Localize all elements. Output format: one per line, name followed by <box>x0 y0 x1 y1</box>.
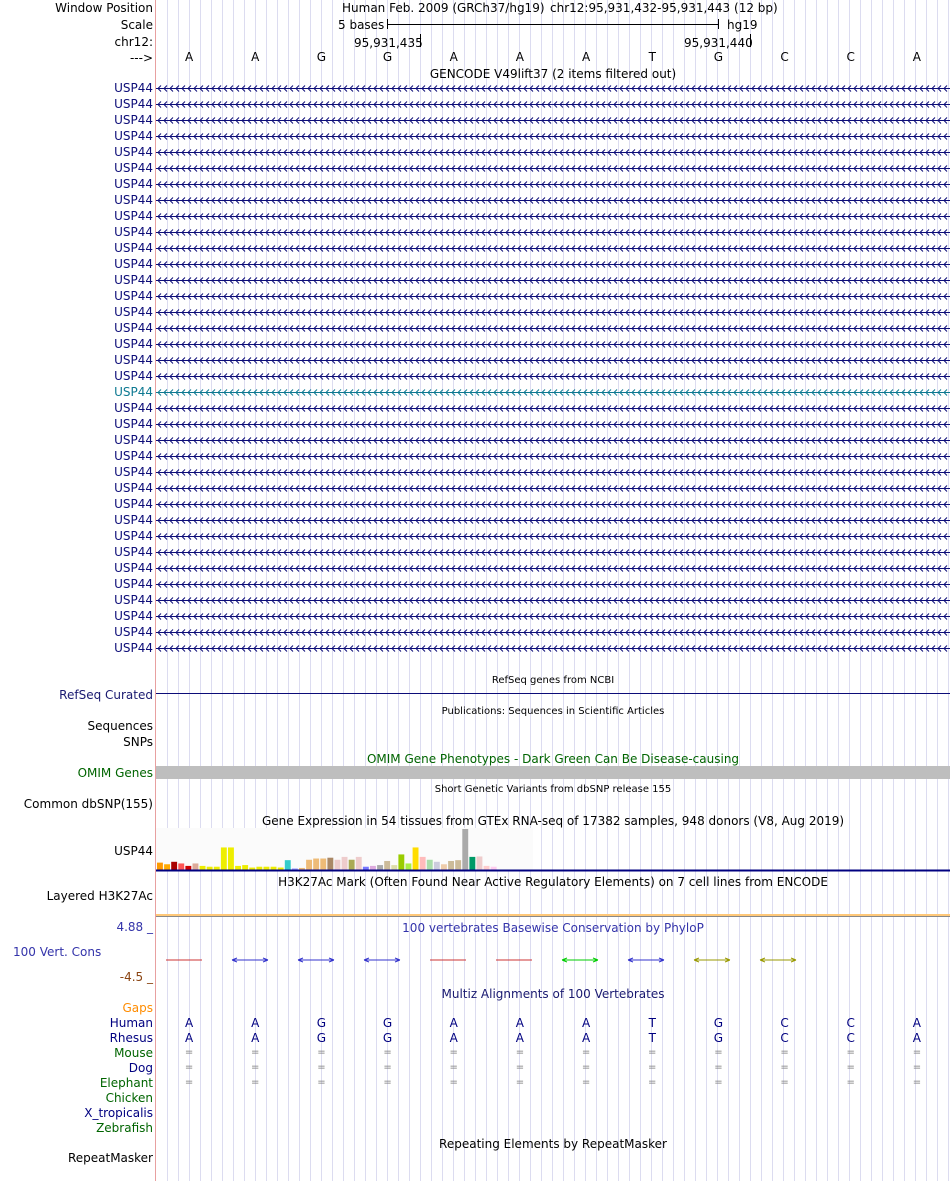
alignment-base: C <box>780 1031 789 1045</box>
gencode-gene-label[interactable]: USP44 <box>114 465 153 479</box>
gtex-bar <box>171 862 177 870</box>
phylop-min-label: -4.5 _ <box>119 970 153 984</box>
gtex-bar <box>377 865 383 870</box>
gtex-bar <box>327 858 333 870</box>
gencode-gene-label[interactable]: USP44 <box>114 353 153 367</box>
alignment-base: G <box>713 1031 724 1045</box>
species-label[interactable]: Zebrafish <box>96 1121 153 1135</box>
alignment-base: = <box>581 1047 591 1058</box>
phylop-glyph <box>760 958 796 962</box>
refseq-line[interactable] <box>156 693 950 694</box>
base-letter: A <box>515 50 525 64</box>
strand-label: ---> <box>129 51 153 65</box>
base-letter: C <box>780 50 789 64</box>
publications-title[interactable]: Publications: Sequences in Scientific Articles <box>441 706 665 717</box>
alignment-base: = <box>317 1062 326 1073</box>
gencode-gene-label[interactable]: USP44 <box>114 385 153 399</box>
scale-bar-right-cap <box>718 19 719 29</box>
phylop-glyph <box>232 958 268 962</box>
alignment-base: C <box>846 1031 855 1045</box>
alignment-base: G <box>713 1016 724 1030</box>
phylop-glyph <box>562 958 598 962</box>
alignment-base: A <box>184 1016 194 1030</box>
gtex-bar <box>370 866 376 870</box>
gencode-gene-label[interactable]: USP44 <box>114 481 153 495</box>
gencode-gene-label[interactable]: USP44 <box>114 321 153 335</box>
alignment-base: = <box>184 1062 194 1073</box>
gencode-gene-label[interactable]: USP44 <box>114 625 153 639</box>
gtex-bar <box>320 859 326 870</box>
alignment-base: = <box>515 1077 525 1088</box>
gencode-transcript[interactable] <box>156 467 950 477</box>
alignment-base: = <box>251 1077 260 1088</box>
gencode-transcript[interactable] <box>156 595 950 605</box>
alignment-base: = <box>581 1077 591 1088</box>
position-text: chr12:95,931,432-95,931,443 (12 bp) <box>550 1 778 15</box>
gencode-transcript[interactable] <box>156 515 950 525</box>
assembly-text: Human Feb. 2009 (GRCh37/hg19) <box>342 1 545 15</box>
gencode-transcript[interactable] <box>156 227 950 237</box>
gencode-transcript[interactable] <box>156 211 950 221</box>
gencode-transcript[interactable] <box>156 115 950 125</box>
gencode-transcript[interactable] <box>156 403 950 413</box>
phylop-max-label: 4.88 _ <box>116 920 153 934</box>
species-label[interactable]: X_tropicalis <box>84 1106 153 1120</box>
alignment-base: = <box>581 1062 591 1073</box>
tick-mark-right <box>750 34 751 47</box>
gencode-transcript[interactable] <box>156 163 950 173</box>
alignment-base: = <box>846 1047 855 1058</box>
gtex-bar <box>235 866 241 870</box>
gencode-transcript[interactable] <box>156 419 950 429</box>
gencode-gene-label[interactable]: USP44 <box>114 417 153 431</box>
omim-title[interactable]: OMIM Gene Phenotypes - Dark Green Can Be Disease-causing <box>366 752 740 766</box>
gencode-transcript[interactable] <box>156 259 950 269</box>
gencode-transcript[interactable] <box>156 547 950 557</box>
gtex-bar <box>242 865 248 870</box>
refseq-label[interactable]: RefSeq Curated <box>59 688 153 702</box>
alignment-base: = <box>515 1047 525 1058</box>
gencode-transcript[interactable] <box>156 579 950 589</box>
gtex-bar <box>178 863 184 870</box>
base-letter: G <box>713 50 724 64</box>
gencode-gene-label[interactable]: USP44 <box>114 593 153 607</box>
base-letter: C <box>846 50 855 64</box>
alignment-base: = <box>714 1077 723 1088</box>
gencode-gene-label[interactable]: USP44 <box>114 577 153 591</box>
gencode-transcript[interactable] <box>156 195 950 205</box>
alignment-base: A <box>581 1016 591 1030</box>
gtex-bar <box>384 861 390 870</box>
gtex-bar <box>200 866 206 870</box>
gtex-bar <box>484 866 490 870</box>
tick-label-right: 95,931,440 <box>684 36 753 50</box>
gtex-bar <box>420 857 426 870</box>
base-letter: A <box>251 50 260 64</box>
dbsnp-title[interactable]: Short Genetic Variants from dbSNP release 155 <box>434 784 672 795</box>
gencode-gene-label[interactable]: USP44 <box>114 529 153 543</box>
phylop-graph[interactable] <box>156 950 950 970</box>
repeatmasker-label[interactable]: RepeatMasker <box>67 1151 153 1165</box>
h3k27ac-label[interactable]: Layered H3K27Ac <box>46 889 153 903</box>
alignment-base: = <box>648 1047 657 1058</box>
refseq-title[interactable]: RefSeq genes from NCBI <box>491 675 615 686</box>
gaps-label[interactable]: Gaps <box>122 1001 153 1015</box>
gencode-transcript[interactable] <box>156 643 950 653</box>
alignment-base: A <box>184 1031 194 1045</box>
alignment-base: G <box>316 1016 327 1030</box>
gencode-gene-label[interactable]: USP44 <box>114 97 153 111</box>
species-label[interactable]: Human <box>109 1016 153 1030</box>
alignment-base: = <box>317 1077 326 1088</box>
gtex-bar <box>427 860 433 870</box>
phylop-glyph <box>298 958 334 962</box>
gencode-transcript[interactable] <box>156 371 950 381</box>
gencode-transcript[interactable] <box>156 179 950 189</box>
publications-label[interactable]: Sequences <box>87 719 153 733</box>
gencode-gene-label[interactable]: USP44 <box>114 337 153 351</box>
alignment-base: T <box>648 1031 656 1045</box>
alignment-base: C <box>780 1016 789 1030</box>
gencode-gene-label[interactable]: USP44 <box>114 289 153 303</box>
h3k27ac-title[interactable]: H3K27Ac Mark (Often Found Near Active Regulatory Elements) on 7 cell lines from ENCODE <box>278 875 828 889</box>
gencode-gene-label[interactable]: USP44 <box>114 129 153 143</box>
gencode-transcript[interactable] <box>156 435 950 445</box>
alignment-base: = <box>780 1077 789 1088</box>
gtex-bar <box>448 861 454 870</box>
phylop-glyph <box>694 958 730 962</box>
gtex-bar <box>342 857 348 870</box>
alignment-base: = <box>383 1077 392 1088</box>
gencode-transcript[interactable] <box>156 483 950 493</box>
base-letter: G <box>382 50 393 64</box>
species-label[interactable]: Elephant <box>99 1076 153 1090</box>
gtex-bar <box>164 864 170 870</box>
phylop-title[interactable]: 100 vertebrates Basewise Conservation by PhyloP <box>402 921 704 935</box>
gencode-title[interactable]: GENCODE V49lift37 (2 items filtered out) <box>429 67 677 81</box>
alignment-base: = <box>184 1047 194 1058</box>
alignment-base: = <box>714 1062 723 1073</box>
scale-text: 5 bases <box>338 18 385 32</box>
gtex-bar <box>228 847 234 870</box>
gtex-bar <box>285 860 291 870</box>
gtex-bar <box>477 856 483 870</box>
gencode-transcript[interactable] <box>156 531 950 541</box>
multiz-title[interactable]: Multiz Alignments of 100 Vertebrates <box>441 987 665 1001</box>
gencode-transcript[interactable] <box>156 83 950 93</box>
gencode-gene-label[interactable]: USP44 <box>114 497 153 511</box>
alignment-base: = <box>251 1047 260 1058</box>
gtex-bar <box>462 829 468 870</box>
gencode-gene-label[interactable]: USP44 <box>114 177 153 191</box>
gtex-bar <box>434 862 440 870</box>
alignment-base: = <box>383 1062 392 1073</box>
base-letter: G <box>316 50 327 64</box>
gtex-bar <box>193 863 199 870</box>
alignment-base: A <box>449 1031 458 1045</box>
base-letter: T <box>648 50 656 64</box>
gencode-transcript[interactable] <box>156 99 950 109</box>
gencode-transcript[interactable] <box>156 323 950 333</box>
h3k27ac-baseline <box>156 916 950 917</box>
gencode-gene-label[interactable]: USP44 <box>114 81 153 95</box>
window-position-label: Window Position <box>55 1 153 15</box>
omim-bar[interactable] <box>156 766 950 779</box>
alignment-base: = <box>846 1077 855 1088</box>
species-label[interactable]: Rhesus <box>109 1031 153 1045</box>
gencode-gene-label[interactable]: USP44 <box>114 161 153 175</box>
tick-label-left: 95,931,435 <box>354 36 423 50</box>
gtex-bar <box>406 863 412 870</box>
alignment-base: = <box>912 1062 922 1073</box>
gencode-gene-label[interactable]: USP44 <box>114 545 153 559</box>
repeatmasker-title[interactable]: Repeating Elements by RepeatMasker <box>439 1137 667 1151</box>
alignment-base: A <box>515 1016 525 1030</box>
alignment-base: = <box>383 1047 392 1058</box>
gencode-transcript[interactable] <box>156 339 950 349</box>
gtex-bar <box>157 863 163 870</box>
gencode-transcript[interactable] <box>156 627 950 637</box>
alignment-base: A <box>581 1031 591 1045</box>
gencode-transcript[interactable] <box>156 387 950 397</box>
gencode-gene-label[interactable]: USP44 <box>114 209 153 223</box>
alignment-base: G <box>316 1031 327 1045</box>
alignment-base: C <box>846 1016 855 1030</box>
dbsnp-label[interactable]: Common dbSNP(155) <box>23 797 153 811</box>
alignment-base: A <box>912 1031 922 1045</box>
gencode-gene-label[interactable]: USP44 <box>114 401 153 415</box>
gencode-gene-label[interactable]: USP44 <box>114 369 153 383</box>
phylop-label[interactable]: 100 Vert. Cons <box>13 945 102 959</box>
alignment-base: = <box>449 1047 458 1058</box>
gtex-bar <box>398 854 404 870</box>
gtex-title[interactable]: Gene Expression in 54 tissues from GTEx RNA-seq of 17382 samples, 948 donors (V8, Aug 2019) <box>261 814 845 828</box>
gtex-bar <box>306 860 312 870</box>
gencode-transcript[interactable] <box>156 499 950 509</box>
scale-bar <box>388 24 718 25</box>
gencode-transcript[interactable] <box>156 307 950 317</box>
alignment-base: = <box>912 1077 922 1088</box>
alignment-base: = <box>846 1062 855 1073</box>
tick-mark-left <box>420 34 421 47</box>
gencode-transcript[interactable] <box>156 451 950 461</box>
db-text: hg19 <box>727 18 758 32</box>
scale-bar-left-cap <box>387 19 388 29</box>
gtex-bar <box>413 847 419 870</box>
gencode-gene-label[interactable]: USP44 <box>114 193 153 207</box>
alignment-base: A <box>515 1031 525 1045</box>
base-letter: A <box>581 50 591 64</box>
alignment-base: = <box>449 1077 458 1088</box>
alignment-base: = <box>317 1047 326 1058</box>
alignment-base: A <box>449 1016 458 1030</box>
alignment-base: = <box>251 1062 260 1073</box>
species-label[interactable]: Dog <box>128 1061 153 1075</box>
alignment-base: = <box>780 1047 789 1058</box>
gtex-label[interactable]: USP44 <box>114 844 153 858</box>
gtex-bar <box>185 866 191 870</box>
phylop-glyph <box>628 958 664 962</box>
gtex-bar <box>356 857 362 870</box>
gencode-transcript[interactable] <box>156 291 950 301</box>
alignment-base: G <box>382 1016 393 1030</box>
gencode-gene-label[interactable]: USP44 <box>114 225 153 239</box>
gtex-bar <box>469 857 475 870</box>
gtex-chart[interactable] <box>156 828 950 872</box>
alignment-base: = <box>449 1062 458 1073</box>
alignment-base: = <box>648 1062 657 1073</box>
gtex-bar <box>313 859 319 870</box>
gtex-bar <box>335 860 341 870</box>
omim-label[interactable]: OMIM Genes <box>77 766 153 780</box>
gencode-gene-label[interactable]: USP44 <box>114 513 153 527</box>
phylop-glyph <box>364 958 400 962</box>
gtex-bar <box>441 864 447 870</box>
gencode-transcript[interactable] <box>156 275 950 285</box>
alignment-base: T <box>648 1016 656 1030</box>
gencode-gene-label[interactable]: USP44 <box>114 561 153 575</box>
gencode-gene-label[interactable]: USP44 <box>114 113 153 127</box>
gencode-gene-label[interactable]: USP44 <box>114 641 153 655</box>
alignment-base: = <box>648 1077 657 1088</box>
gtex-bar <box>455 860 461 870</box>
gencode-gene-label[interactable]: USP44 <box>114 257 153 271</box>
alignment-base: G <box>382 1031 393 1045</box>
alignment-base: A <box>251 1031 260 1045</box>
alignment-base: A <box>912 1016 922 1030</box>
gencode-transcript[interactable] <box>156 243 950 253</box>
gencode-gene-label[interactable]: USP44 <box>114 305 153 319</box>
gencode-transcript[interactable] <box>156 131 950 141</box>
gtex-bar <box>221 847 227 870</box>
alignment-base: = <box>515 1062 525 1073</box>
base-letter: A <box>449 50 458 64</box>
gencode-transcript[interactable] <box>156 611 950 621</box>
alignment-base: = <box>912 1047 922 1058</box>
chrom-label: chr12: <box>114 35 153 49</box>
gencode-gene-label[interactable]: USP44 <box>114 145 153 159</box>
gtex-bar <box>349 860 355 870</box>
scale-label: Scale <box>120 18 153 32</box>
alignment-base: = <box>184 1077 194 1088</box>
alignment-base: = <box>714 1047 723 1058</box>
snps-label[interactable]: SNPs <box>123 735 153 749</box>
gencode-transcript[interactable] <box>156 563 950 573</box>
gencode-gene-label[interactable]: USP44 <box>114 433 153 447</box>
gencode-transcript[interactable] <box>156 355 950 365</box>
species-label[interactable]: Mouse <box>114 1046 153 1060</box>
gencode-transcript[interactable] <box>156 147 950 157</box>
alignment-base: = <box>780 1062 789 1073</box>
species-label[interactable]: Chicken <box>105 1091 153 1105</box>
gtex-bar <box>391 865 397 870</box>
gencode-gene-label[interactable]: USP44 <box>114 449 153 463</box>
alignment-base: A <box>251 1016 260 1030</box>
gencode-gene-label[interactable]: USP44 <box>114 609 153 623</box>
base-letter: A <box>184 50 194 64</box>
gencode-gene-label[interactable]: USP44 <box>114 241 153 255</box>
base-letter: A <box>912 50 922 64</box>
gencode-gene-label[interactable]: USP44 <box>114 273 153 287</box>
